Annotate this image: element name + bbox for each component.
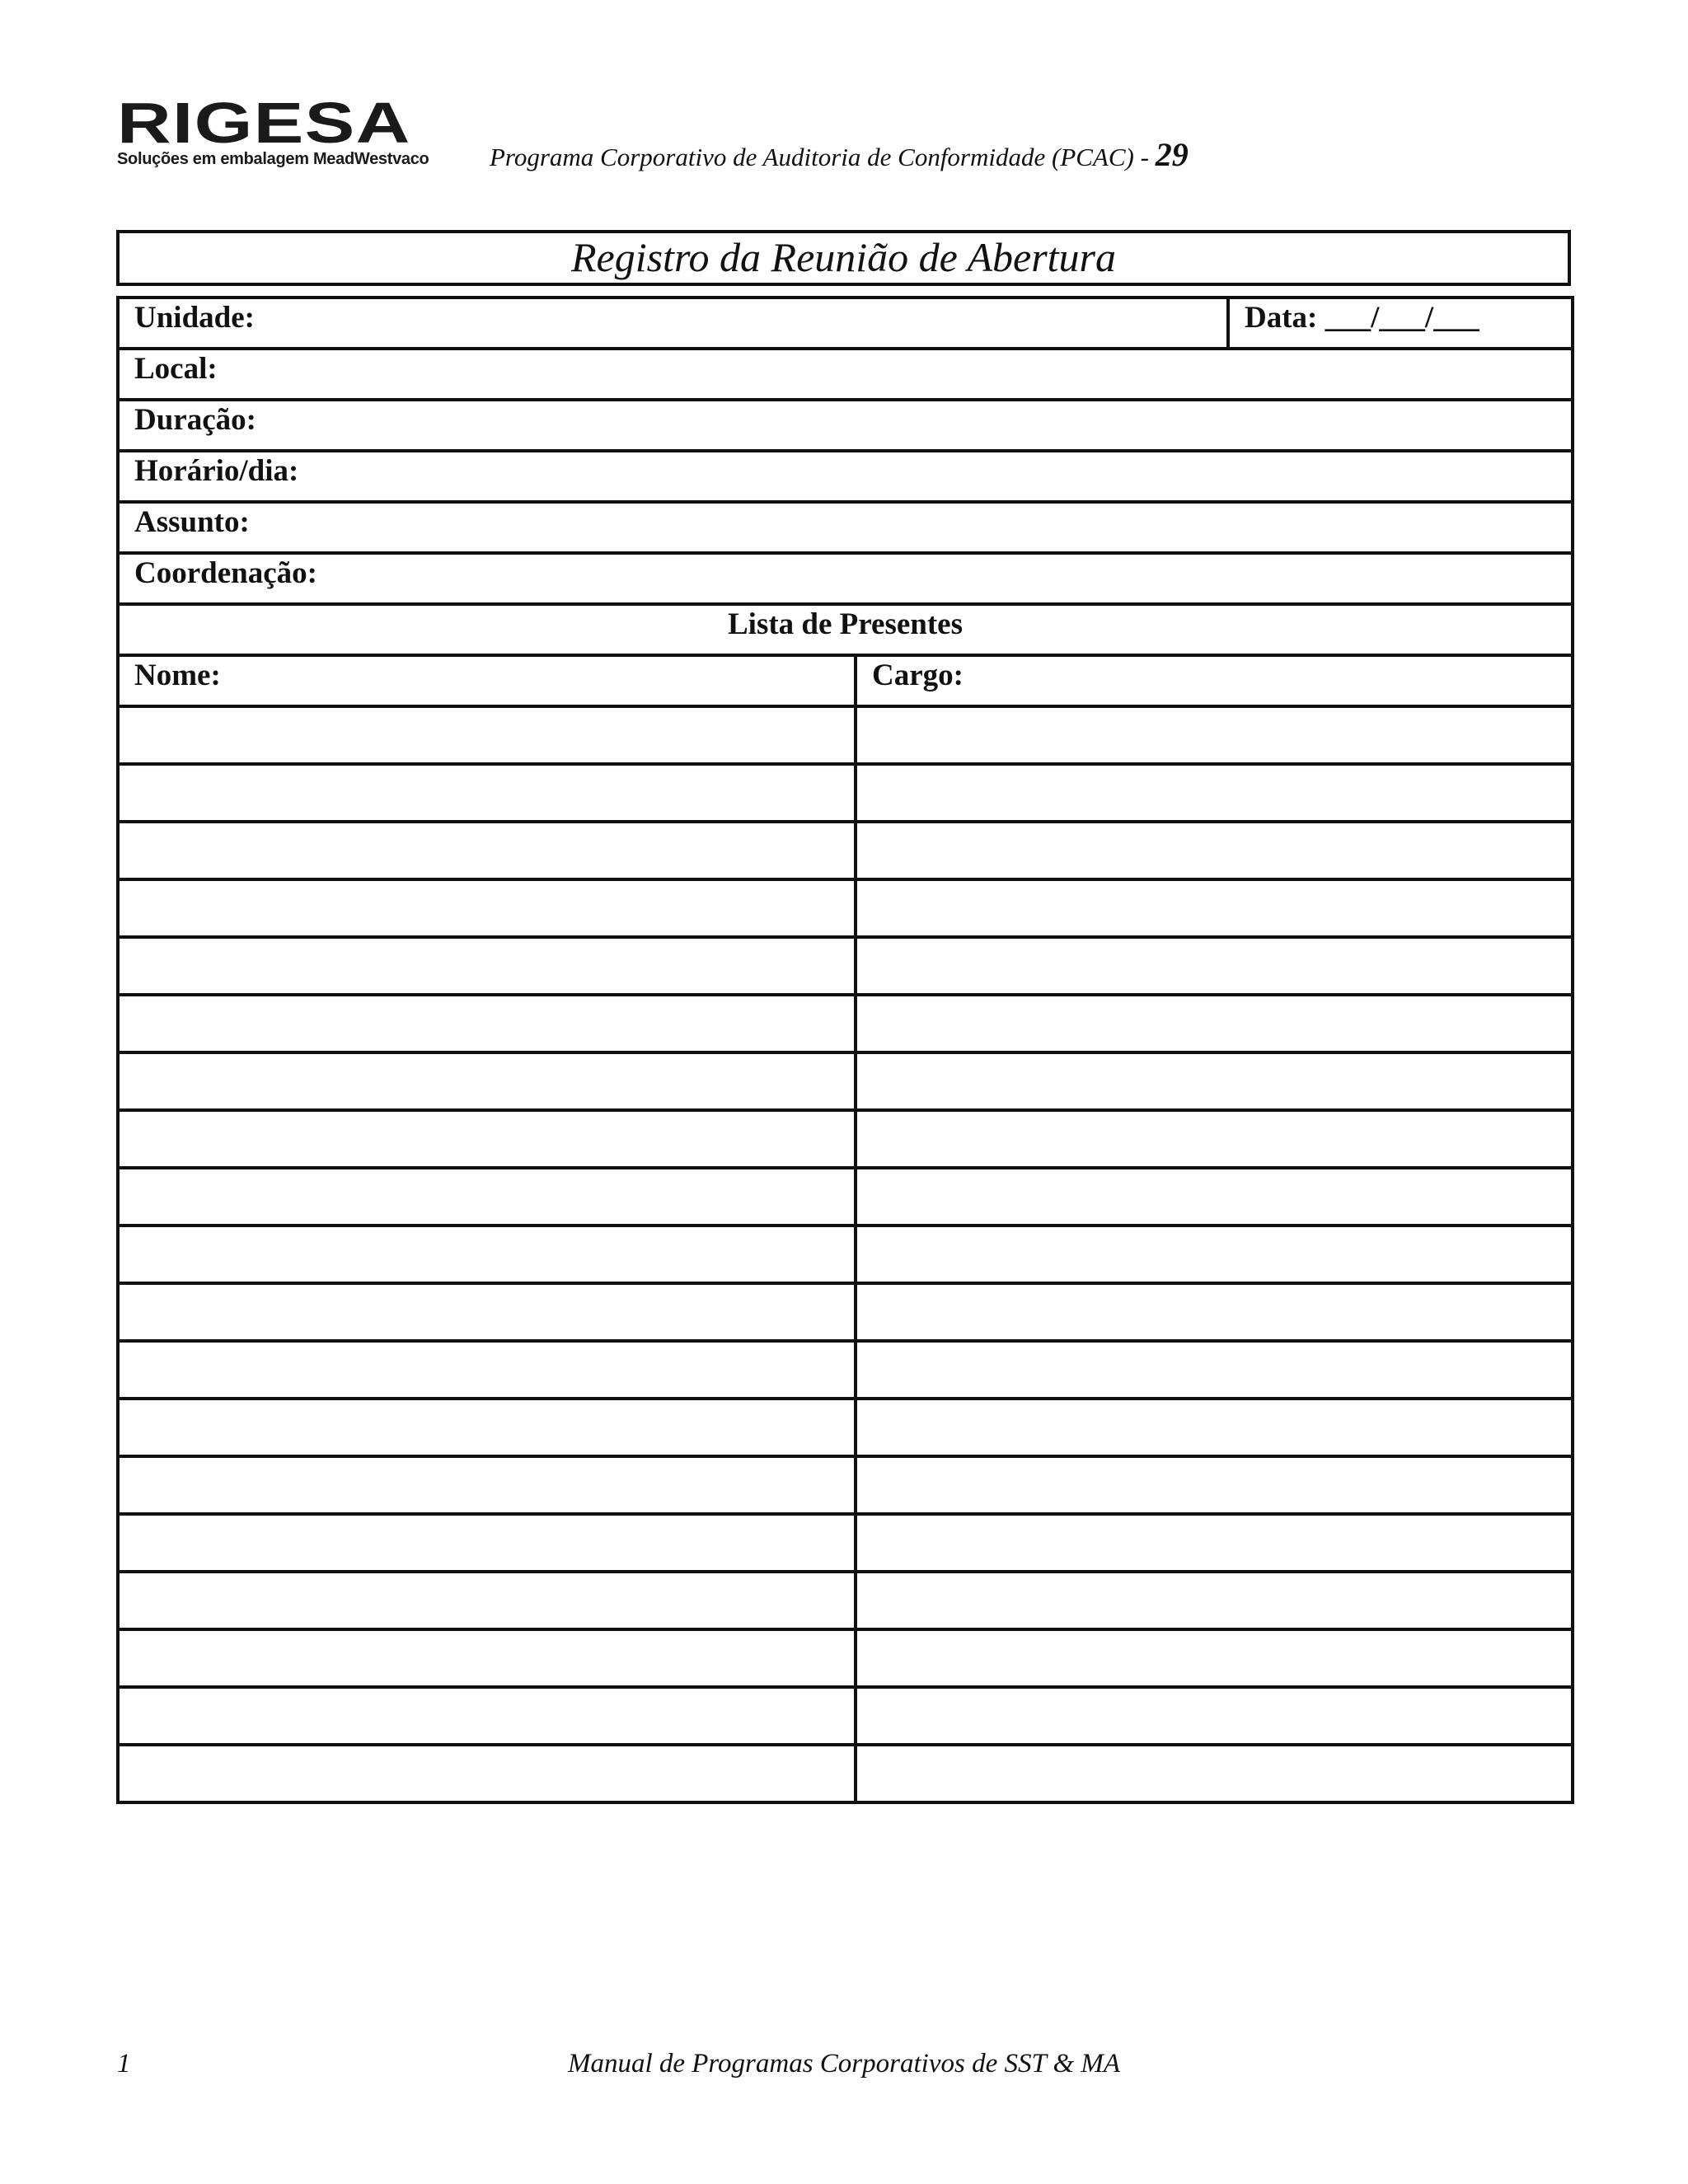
header-page-number: 29	[1155, 136, 1189, 173]
attendee-name-cell[interactable]	[118, 1745, 856, 1802]
duracao-field[interactable]	[118, 400, 1573, 451]
attendee-role-cell[interactable]	[856, 1052, 1573, 1110]
nome-column-header: Nome:	[118, 655, 856, 706]
horario-field[interactable]	[118, 451, 1573, 502]
attendee-name-cell[interactable]	[118, 1687, 856, 1745]
attendee-role-cell[interactable]	[856, 1226, 1573, 1283]
attendee-name-cell[interactable]	[118, 1572, 856, 1629]
attendee-role-cell[interactable]	[856, 1572, 1573, 1629]
attendance-row	[118, 937, 1573, 995]
attendance-row	[118, 1745, 1573, 1802]
program-title: Programa Corporativo de Auditoria de Conformidade (PCAC) -	[490, 143, 1149, 171]
attendance-row	[118, 1572, 1573, 1629]
coordenacao-field[interactable]	[118, 553, 1573, 604]
meeting-form-table	[116, 296, 1574, 1804]
attendance-row	[118, 879, 1573, 937]
local-label: Local:	[134, 352, 218, 386]
attendee-name-cell[interactable]	[118, 1514, 856, 1572]
attendance-row	[118, 706, 1573, 764]
attendance-row	[118, 1052, 1573, 1110]
coordenacao-label: Coordenação:	[134, 556, 317, 590]
attendee-role-cell[interactable]	[856, 1283, 1573, 1341]
attendee-role-cell[interactable]	[856, 1168, 1573, 1226]
attendee-name-cell[interactable]	[118, 1052, 856, 1110]
local-field[interactable]	[118, 349, 1573, 400]
attendee-name-cell[interactable]	[118, 764, 856, 822]
duracao-label: Duração:	[134, 403, 256, 437]
attendee-role-cell[interactable]	[856, 1110, 1573, 1168]
data-field[interactable]	[1228, 298, 1573, 349]
page-header	[490, 135, 1189, 174]
cargo-column-header: Cargo:	[856, 655, 1573, 706]
attendee-role-cell[interactable]	[856, 822, 1573, 879]
attendance-heading: Lista de Presentes	[118, 604, 1573, 655]
assunto-label: Assunto:	[134, 505, 250, 539]
horario-label: Horário/dia:	[134, 454, 299, 488]
attendance-row	[118, 822, 1573, 879]
attendee-role-cell[interactable]	[856, 995, 1573, 1052]
attendee-role-cell[interactable]	[856, 1341, 1573, 1399]
attendee-name-cell[interactable]	[118, 822, 856, 879]
assunto-field[interactable]	[118, 502, 1573, 553]
rigesa-logo	[117, 91, 429, 170]
attendee-name-cell[interactable]	[118, 937, 856, 995]
attendance-row	[118, 1226, 1573, 1283]
attendee-name-cell[interactable]	[118, 1168, 856, 1226]
attendee-name-cell[interactable]	[118, 1341, 856, 1399]
attendee-name-cell[interactable]	[118, 1283, 856, 1341]
attendee-name-cell[interactable]	[118, 1399, 856, 1456]
attendee-name-cell[interactable]	[118, 995, 856, 1052]
attendance-row	[118, 995, 1573, 1052]
attendance-row	[118, 1629, 1573, 1687]
attendee-role-cell[interactable]	[856, 879, 1573, 937]
attendee-name-cell[interactable]	[118, 1226, 856, 1283]
attendance-row	[118, 1399, 1573, 1456]
attendee-role-cell[interactable]	[856, 1687, 1573, 1745]
attendee-name-cell[interactable]	[118, 1110, 856, 1168]
footer-manual-title: Manual de Programas Corporativos de SST & MA	[567, 2049, 1121, 2079]
attendance-row	[118, 764, 1573, 822]
attendee-name-cell[interactable]	[118, 706, 856, 764]
attendance-row	[118, 1341, 1573, 1399]
attendee-role-cell[interactable]	[856, 937, 1573, 995]
attendee-role-cell[interactable]	[856, 1629, 1573, 1687]
attendee-name-cell[interactable]	[118, 1456, 856, 1514]
attendance-row	[118, 1110, 1573, 1168]
attendee-name-cell[interactable]	[118, 879, 856, 937]
data-label: Data: ___/___/___	[1245, 301, 1479, 335]
attendance-row	[118, 1168, 1573, 1226]
attendee-role-cell[interactable]	[856, 1745, 1573, 1802]
logo-wordmark: RIGESA	[117, 91, 411, 155]
attendee-name-cell[interactable]	[118, 1629, 856, 1687]
attendee-role-cell[interactable]	[856, 764, 1573, 822]
unidade-field[interactable]	[118, 298, 1228, 349]
logo-tagline: Soluções em embalagem MeadWestvaco	[117, 150, 429, 168]
attendance-row	[118, 1456, 1573, 1514]
attendee-role-cell[interactable]	[856, 1399, 1573, 1456]
footer-page-number: 1	[117, 2049, 131, 2079]
attendee-role-cell[interactable]	[856, 1514, 1573, 1572]
attendee-role-cell[interactable]	[856, 706, 1573, 764]
form-title: Registro da Reunião de Abertura	[116, 230, 1571, 286]
attendee-role-cell[interactable]	[856, 1456, 1573, 1514]
attendance-row	[118, 1283, 1573, 1341]
unidade-label: Unidade:	[134, 301, 255, 335]
attendance-row	[118, 1687, 1573, 1745]
attendance-row	[118, 1514, 1573, 1572]
